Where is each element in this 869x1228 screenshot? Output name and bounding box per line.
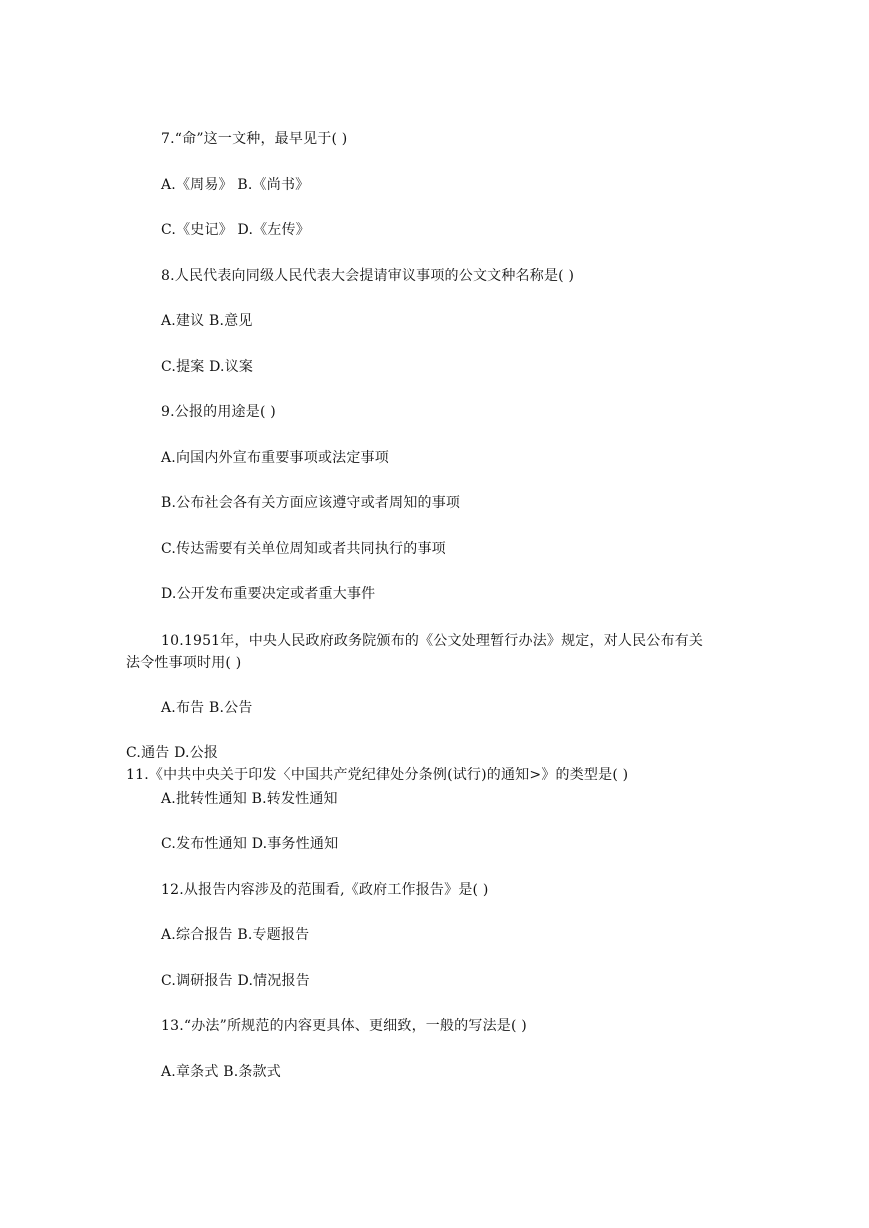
question-13-options-ab: A.章条式 B.条款式 [161, 1064, 281, 1080]
question-10-options-ab: A.布告 B.公告 [161, 700, 253, 716]
question-8: 8.人民代表向同级人民代表大会提请审议事项的公文文种名称是( ) [161, 268, 575, 284]
question-9-option-c: C.传达需要有关单位周知或者共同执行的事项 [161, 541, 446, 557]
question-7-options-cd: C.《史记》 D.《左传》 [161, 222, 310, 238]
question-9: 9.公报的用途是( ) [161, 404, 276, 420]
question-10-line-1: 10.1951年，中央人民政府政务院颁布的《公文处理暂行办法》规定，对人民公布有关 [161, 633, 704, 649]
question-8-options-cd: C.提案 D.议案 [161, 359, 254, 375]
question-12: 12.从报告内容涉及的范围看,《政府工作报告》是( ) [161, 882, 489, 898]
question-11-options-cd: C.发布性通知 D.事务性通知 [161, 836, 339, 852]
question-9-option-d: D.公开发布重要决定或者重大事件 [161, 586, 376, 602]
question-9-option-a: A.向国内外宣布重要事项或法定事项 [161, 450, 389, 466]
question-9-option-b: B.公布社会各有关方面应该遵守或者周知的事项 [161, 495, 461, 511]
question-10-line-2: 法令性事项时用( ) [126, 655, 242, 671]
question-7-options-ab: A.《周易》 B.《尚书》 [161, 177, 310, 193]
question-11-options-ab: A.批转性通知 B.转发性通知 [161, 791, 338, 807]
question-8-options-ab: A.建议 B.意见 [161, 313, 253, 329]
question-12-options-cd: C.调研报告 D.情况报告 [161, 973, 310, 989]
question-7: 7.“命”这一文种，最早见于( ) [161, 131, 348, 147]
question-12-options-ab: A.综合报告 B.专题报告 [161, 927, 310, 943]
question-10-options-cd: C.通告 D.公报 [126, 745, 219, 761]
question-11: 11.《中共中央关于印发〈中国共产党纪律处分条例(试行)的通知>》的类型是( ) [126, 767, 629, 783]
question-13: 13.“办法”所规范的内容更具体、更细致，一般的写法是( ) [161, 1018, 527, 1034]
